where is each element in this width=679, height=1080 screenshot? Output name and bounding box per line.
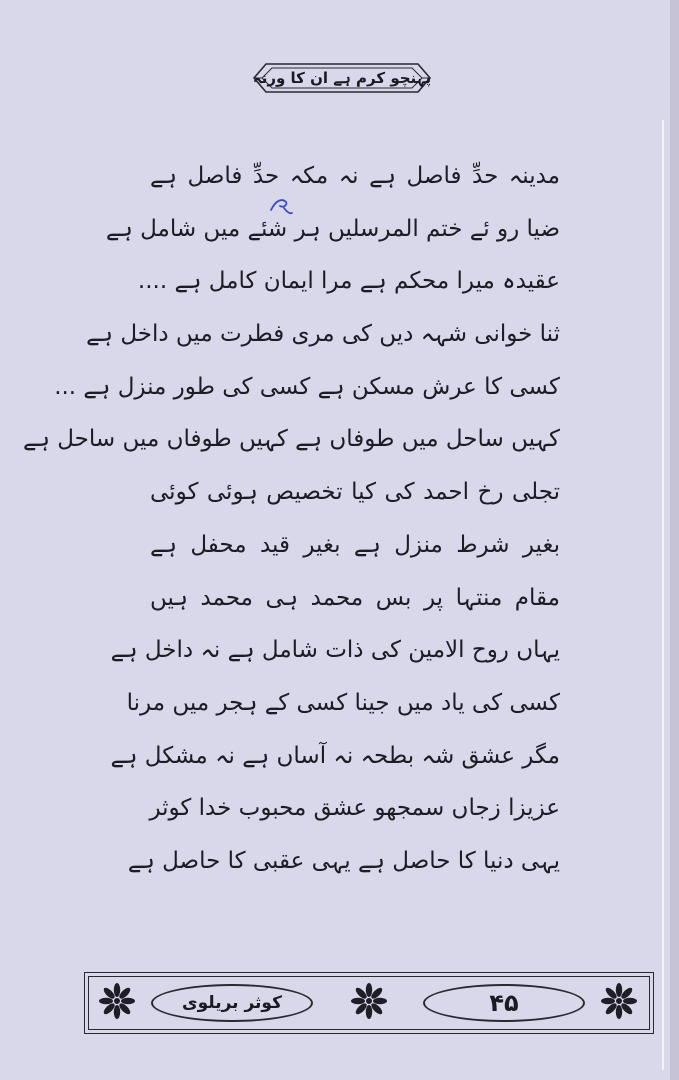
page-edge-highlight (662, 120, 664, 1070)
poem-line: مگر عشق شہ بطحہ نہ آساں ہے نہ مشکل ہے (110, 742, 560, 769)
poem-line: کسی کا عرش مسکن ہے کسی کی طور منزل ہے ... (54, 373, 560, 400)
poet-name-oval (151, 984, 313, 1022)
poem-line: مقام منتہا پر بس محمد ہی محمد ہیں (150, 584, 560, 611)
footer-frame (84, 972, 654, 1034)
poem-line: یہاں روح الامین کی ذات شامل ہے نہ داخل ہے (110, 637, 560, 664)
poem-line: مدینہ حدِّ فاصل ہے نہ مکہ حدِّ فاصل ہے (150, 163, 560, 189)
poem-line: کسی کی یاد میں جینا کسی کے ہجر میں مرنا (126, 689, 560, 716)
poem-line: یہی دنیا کا حاصل ہے یہی عقبی کا حاصل ہے (127, 847, 560, 874)
poem-line: تجلی رخ احمد کی کیا تخصیص ہوئی کوئی (150, 479, 560, 506)
page-number-oval (423, 984, 585, 1022)
poem-line: بغیر شرط منزل ہے بغیر قید محفل ہے (150, 531, 560, 558)
flower-ornament-icon (599, 981, 639, 1021)
header-banner (252, 60, 432, 96)
poem-body (23, 150, 560, 888)
poem-line: ضیا رو ئے ختم المرسلیں ہر شئے میں شامل ہے (105, 215, 560, 242)
poem-line: کہیں ساحل میں طوفاں ہے کہیں طوفاں میں ساحل ہے (23, 426, 560, 453)
poem-line: عقیدہ میرا محکم ہے مرا ایمان کامل ہے .... (137, 268, 560, 295)
flower-ornament-icon (349, 981, 389, 1021)
poem-line: ثنا خوانی شہہ دیں کی مری فطرت میں داخل ہے (86, 321, 560, 348)
page-number: ۴۵ (489, 989, 519, 1017)
flower-ornament-icon (97, 981, 137, 1021)
poet-name: کوثر بریلوی (182, 993, 282, 1013)
header-title: پہنچو کرم ہے ان کا ورنہ (252, 69, 432, 87)
page-edge (670, 0, 679, 1080)
poem-line: عزیزا زجاں سمجھو عشق محبوب خدا کوثر (149, 795, 560, 822)
